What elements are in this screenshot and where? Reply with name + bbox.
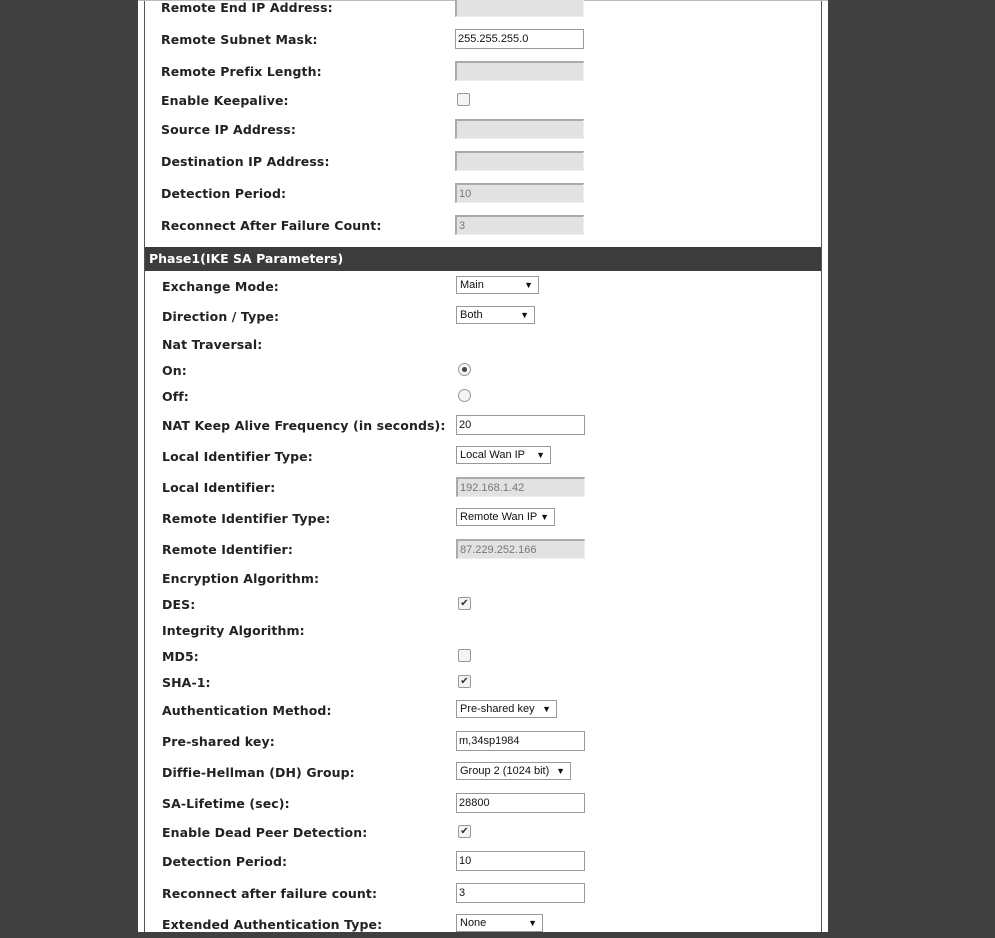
field-label: Remote Subnet Mask: [161,32,318,47]
field-label: Integrity Algorithm: [162,623,305,638]
field-label: NAT Keep Alive Frequency (in seconds): [162,418,446,433]
remote-identifier-input: 87.229.252.166 [456,539,585,559]
field-label: Exchange Mode: [162,279,279,294]
form-row-sha-1 [145,670,821,696]
vpn-policy-page [138,0,828,932]
field-label: Detection Period: [161,186,287,201]
sha-1-checkbox[interactable]: ✔ [458,675,471,688]
form-row-enable-dead-peer-detection [145,820,821,846]
form-row-sa-lifetime-sec [145,791,821,817]
form-row-destination-ip-address [145,149,821,175]
form-row-local-identifier [145,475,821,501]
form-row-remote-identifier [145,537,821,563]
field-label: Encryption Algorithm: [162,571,320,586]
select-value: Local Wan IP [460,449,526,461]
local-identifier-type-select[interactable] [456,446,551,464]
chevron-down-icon: ▼ [540,512,549,522]
field-label: Diffie-Hellman (DH) Group: [162,765,355,780]
field-label: Local Identifier Type: [162,449,313,464]
reconnect-after-failure-count-input[interactable]: 3 [456,883,585,903]
field-label: Remote Identifier Type: [162,511,331,526]
remote-end-ip-address-input [455,0,584,17]
nat-traversal-on-radio[interactable] [458,363,471,376]
form-row-encryption-algorithm [145,566,821,592]
field-label: Local Identifier: [162,480,276,495]
form-row-remote-subnet-mask [145,27,821,53]
select-value: Both [460,309,483,321]
field-label: Detection Period: [162,854,288,869]
select-value: Pre-shared key [460,703,535,715]
form-row-reconnect-after-failure-count [145,213,821,239]
enable-keepalive-checkbox[interactable] [457,93,470,106]
chevron-down-icon: ▼ [542,704,551,714]
field-label: Extended Authentication Type: [162,917,383,932]
nat-keep-alive-frequency-in-seconds-input[interactable]: 20 [456,415,585,435]
select-value: Remote Wan IP [460,511,538,523]
form-row-exchange-mode [145,274,821,300]
form-row-detection-period [145,849,821,875]
field-label: MD5: [162,649,199,664]
direction-type-select[interactable] [456,306,535,324]
sa-lifetime-sec-input[interactable]: 28800 [456,793,585,813]
form-row-remote-identifier-type [145,506,821,532]
pre-shared-key-input[interactable]: m,34sp1984 [456,731,585,751]
local-identifier-input: 192.168.1.42 [456,477,585,497]
field-label: Enable Keepalive: [161,93,289,108]
field-label: Remote Identifier: [162,542,293,557]
diffie-hellman-dh-group-select[interactable] [456,762,571,780]
field-label: Authentication Method: [162,703,332,718]
form-row-on [145,358,821,384]
field-label: SHA-1: [162,675,211,690]
field-label: Destination IP Address: [161,154,330,169]
form-row-detection-period [145,181,821,207]
field-label: DES: [162,597,196,612]
destination-ip-address-input [455,151,584,171]
form-row-nat-keep-alive-frequency-in-seconds [145,413,821,439]
select-value: None [460,917,487,929]
enable-dead-peer-detection-checkbox[interactable]: ✔ [458,825,471,838]
settings-panel [144,1,822,932]
form-row-local-identifier-type [145,444,821,470]
exchange-mode-select[interactable] [456,276,539,294]
field-label: Off: [162,389,189,404]
form-row-reconnect-after-failure-count [145,881,821,907]
chevron-down-icon: ▼ [520,310,529,320]
select-value: Group 2 (1024 bit) [460,765,550,777]
form-row-enable-keepalive [145,88,821,114]
form-row-remote-prefix-length [145,59,821,85]
reconnect-after-failure-count-input: 3 [455,215,584,235]
field-label: Direction / Type: [162,309,280,324]
select-value: Main [460,279,484,291]
form-row-des [145,592,821,618]
chevron-down-icon: ▼ [528,918,537,928]
source-ip-address-input [455,119,584,139]
remote-subnet-mask-input[interactable]: 255.255.255.0 [455,29,584,49]
field-label: Remote End IP Address: [161,0,333,15]
phase1-section-header: Phase1(IKE SA Parameters) [145,247,821,271]
des-checkbox[interactable]: ✔ [458,597,471,610]
md5-checkbox[interactable] [458,649,471,662]
detection-period-input[interactable]: 10 [456,851,585,871]
form-row-authentication-method [145,698,821,724]
field-label: Pre-shared key: [162,734,275,749]
field-label: Reconnect after failure count: [162,886,378,901]
field-label: Nat Traversal: [162,337,263,352]
form-row-extended-authentication-type [145,912,821,938]
extended-authentication-type-select[interactable] [456,914,543,932]
field-label: On: [162,363,187,378]
form-row-pre-shared-key [145,729,821,755]
remote-prefix-length-input [455,61,584,81]
field-label: Reconnect After Failure Count: [161,218,382,233]
field-label: Remote Prefix Length: [161,64,322,79]
nat-traversal-off-radio[interactable] [458,389,471,402]
chevron-down-icon: ▼ [524,280,533,290]
form-row-off [145,384,821,410]
chevron-down-icon: ▼ [536,450,545,460]
chevron-down-icon: ▼ [556,766,565,776]
form-row-md5 [145,644,821,670]
form-row-source-ip-address [145,117,821,143]
form-row-nat-traversal [145,332,821,358]
field-label: Source IP Address: [161,122,296,137]
remote-identifier-type-select[interactable] [456,508,555,526]
field-label: Enable Dead Peer Detection: [162,825,368,840]
authentication-method-select[interactable] [456,700,557,718]
form-row-direction-type [145,304,821,330]
form-row-integrity-algorithm [145,618,821,644]
detection-period-input: 10 [455,183,584,203]
form-row-diffie-hellman-dh-group [145,760,821,786]
form-row-remote-end-ip-address [145,0,821,21]
field-label: SA-Lifetime (sec): [162,796,290,811]
